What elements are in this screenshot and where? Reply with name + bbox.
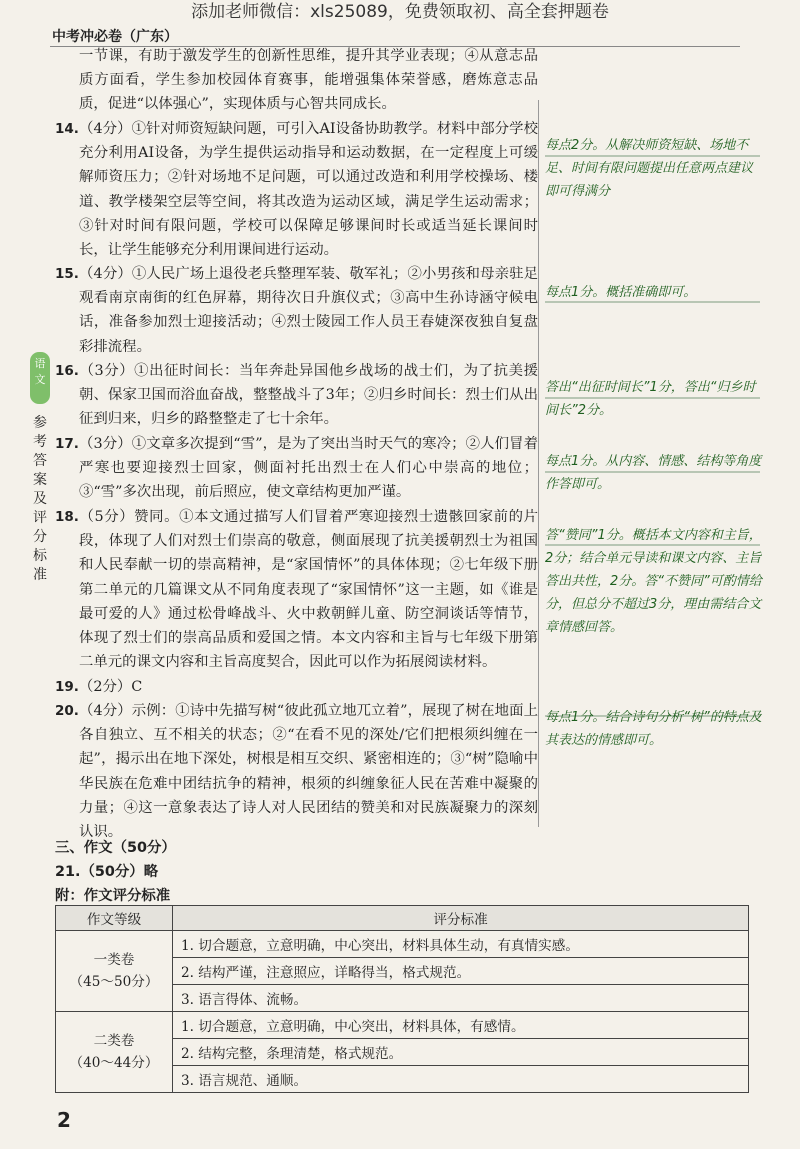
criteria-cell: 2. 结构严谨，注意照应，详略得当，格式规范。 bbox=[173, 958, 749, 985]
criteria-cell: 2. 结构完整，条理清楚，格式规范。 bbox=[173, 1039, 749, 1066]
grade-range: （40～44分） bbox=[69, 1055, 159, 1071]
question-number: 19. bbox=[55, 679, 79, 695]
section-side-label: 参考答案及评分标准 bbox=[33, 415, 47, 583]
grade-level: 二类卷 bbox=[93, 1033, 135, 1049]
answer-text: （4分）示例：①诗中先描写树“彼此孤立地兀立着”，展现了树在地面上各自独立、互不相关的状态；②“在看不见的深处/它们把根须纠缠在一起”，揭示出在地下深处，树根是相互交织、紧密相连的；③“树”隐喻中华民族在危难中团结抗争的精神，根须的纠缠象征人民在苦难中凝聚的力量；④这一意象表达了诗人对人民团结的赞美和对民族凝聚力的深刻认识。 bbox=[78, 703, 538, 841]
answer-text: （2分）C bbox=[78, 679, 143, 695]
essay-question-21: 21.（50分）略 bbox=[55, 864, 159, 880]
question-number: 17. bbox=[55, 436, 79, 452]
table-row bbox=[56, 1012, 749, 1039]
grading-note-14: 每点2分。从解决师资短缺、场地不足、时间有限问题提出任意两点建议即可得满分 bbox=[545, 138, 754, 199]
table-row bbox=[56, 931, 749, 958]
page-header: 中考冲必卷（广东） bbox=[52, 29, 178, 45]
table-header: 评分标准 bbox=[173, 906, 749, 931]
answer-text: （4分）①针对师资短缺问题，可引入AI设备协助教学。材料中部分学校充分利用AI设备，为学生提供运动指导和运动数据，在一定程度上可缓解师资压力；②针对场地不足问题，可以通过改造和利用学校操场、楼道、教学楼架空层等空间，将其改造为运动区域，满足学生运动需求；③针对时间有限问题，学校可以保障足够课间时长或适当延长课间时长，让学生能够充分利用课间进行运动。 bbox=[78, 121, 538, 259]
table-header: 作文等级 bbox=[56, 906, 173, 931]
question-number: 14. bbox=[55, 121, 79, 137]
grade-range: （45～50分） bbox=[69, 974, 159, 990]
watermark: 添加老师微信：xls25089，免费领取初、高全套押题卷 bbox=[191, 2, 609, 22]
essay-appendix-heading: 附：作文评分标准 bbox=[55, 888, 171, 904]
grading-note-16: 答出“出征时间长”1分，答出“归乡时间长”2分。 bbox=[545, 380, 756, 418]
table-header-row bbox=[56, 906, 749, 931]
criteria-cell: 3. 语言规范、通顺。 bbox=[173, 1066, 749, 1093]
question-number: 15. bbox=[55, 266, 79, 282]
grade-level-cell bbox=[56, 1012, 173, 1093]
grade-level: 一类卷 bbox=[93, 952, 135, 968]
answer-text: （3分）①文章多次提到“雪”，是为了突出当时天气的寒冷；②人们冒着严寒也要迎接烈士回家，侧面衬托出烈士在人们心中崇高的地位；③“雪”多次出现，前后照应，使文章结构更加严谨。 bbox=[78, 436, 538, 501]
grading-note-20: 每点1分。结合诗句分析“树”的特点及其表达的情感即可。 bbox=[545, 710, 762, 748]
essay-grading-table bbox=[55, 905, 749, 1093]
subject-tab: 语文 bbox=[30, 352, 50, 404]
answer-text: （3分）①出征时间长：当年奔赴异国他乡战场的战士们，为了抗美援朝、保家卫国而浴血奋战，整整战斗了3年；②归乡时间长：烈士们从出征到归来，归乡的路整整走了七十余年。 bbox=[78, 363, 538, 428]
criteria-cell: 1. 切合题意，立意明确，中心突出，材料具体，有感情。 bbox=[173, 1012, 749, 1039]
answer-text: （4分）①人民广场上退役老兵整理军装、敬军礼；②小男孩和母亲驻足观看南京南街的红色屏幕，期待次日升旗仪式；③高中生孙诗涵守候电话，准备参加烈士迎接活动；④烈士陵园工作人员王春婕深夜独自复盘彩排流程。 bbox=[78, 266, 538, 355]
criteria-cell: 1. 切合题意，立意明确，中心突出，材料具体生动，有真情实感。 bbox=[173, 931, 749, 958]
criteria-cell: 3. 语言得体、流畅。 bbox=[173, 985, 749, 1012]
grade-level-cell bbox=[56, 931, 173, 1012]
continuation-text: 一节课，有助于激发学生的创新性思维，提升其学业表现；④从意志品质方面看，学生参加校园体育赛事，能增强集体荣誉感，磨炼意志品质，促进“以体强心”，实现体质与心智共同成长。 bbox=[79, 48, 538, 113]
essay-section-heading: 三、作文（50分） bbox=[55, 840, 176, 856]
grading-note-18: 答“赞同”1分。概括本文内容和主旨，2分；结合单元导读和课文内容、主旨答出共性，2分。答“不赞同”可酌情给分，但总分不超过3分，理由需结合文章情感回答。 bbox=[545, 528, 762, 635]
page-number: 2 bbox=[57, 1108, 71, 1132]
grading-note-17: 每点1分。从内容、情感、结构等角度作答即可。 bbox=[545, 454, 762, 492]
question-number: 16. bbox=[55, 363, 79, 379]
question-number: 20. bbox=[55, 703, 79, 719]
grading-note-15: 每点1分。概括准确即可。 bbox=[545, 285, 697, 300]
question-number: 18. bbox=[55, 509, 79, 525]
answer-text: （5分）赞同。①本文通过描写人们冒着严寒迎接烈士遗骸回家前的片段，体现了人们对烈士们崇高的敬意，侧面展现了抗美援朝烈士为祖国和人民奉献一切的崇高精神，是“家国情怀”的具体体现；②七年级下册第二单元的几篇课文从不同角度表现了“家国情怀”这一主题，如《谁是最可爱的人》通过松骨峰战斗、火中救朝鲜儿童、防空洞谈话等情节，体现了烈士们的崇高品质和爱国之情。本文内容和主旨与七年级下册第二单元的课文内容和主旨高度契合，因此可以作为拓展阅读材料。 bbox=[78, 509, 538, 671]
